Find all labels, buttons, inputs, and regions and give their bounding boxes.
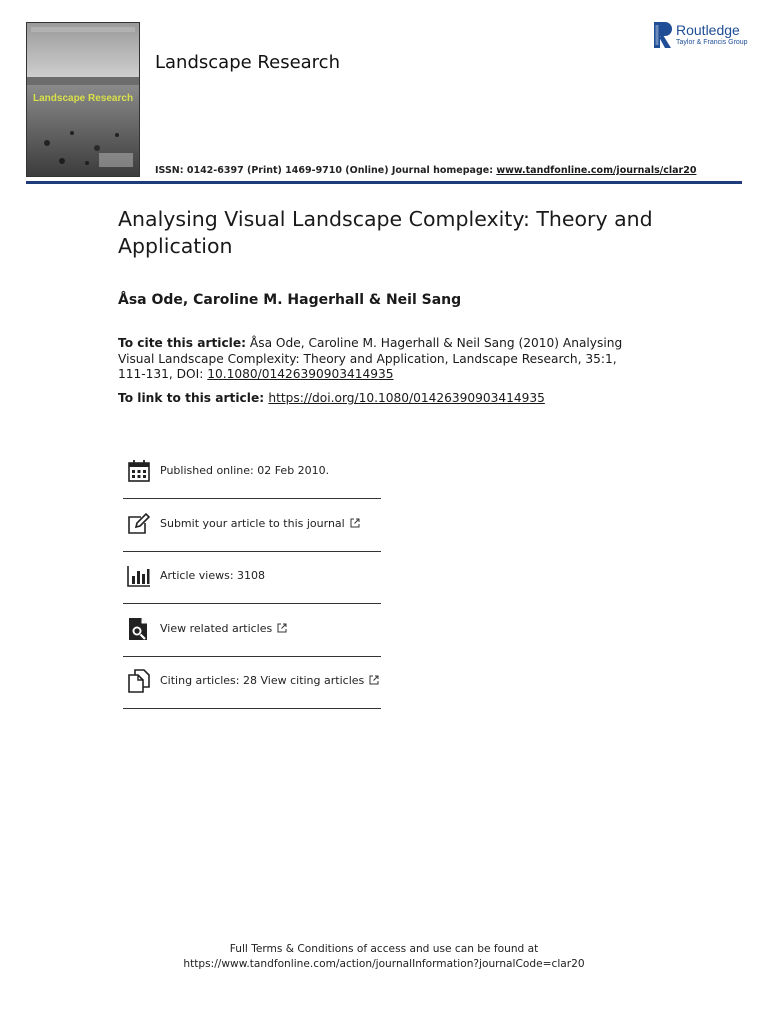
article-authors: Åsa Ode, Caroline M. Hagerhall & Neil Sang	[118, 292, 462, 308]
link-label: To link to this article:	[118, 391, 269, 405]
publisher-logo[interactable]	[652, 22, 752, 50]
published-online-row	[123, 447, 381, 499]
related-articles-row[interactable]	[123, 605, 381, 657]
document-search-icon	[127, 617, 151, 641]
citing-articles-text: Citing articles: 28 View citing articles	[160, 674, 365, 687]
issn-text: ISSN: 0142-6397 (Print) 1469-9710 (Online) Journal homepage:	[155, 165, 497, 176]
article-link-line	[118, 391, 545, 405]
article-title: Analysing Visual Landscape Complexity: Theory and Application	[118, 207, 653, 258]
footer-terms	[0, 942, 768, 972]
citing-documents-icon	[127, 669, 151, 693]
submit-article-row[interactable]	[123, 500, 381, 552]
edit-icon	[127, 512, 151, 536]
external-link-icon	[369, 675, 379, 685]
routledge-r-icon	[654, 22, 672, 48]
journal-title: Landscape Research	[155, 52, 340, 73]
cover-title: Landscape Research	[33, 93, 134, 104]
article-doi-link[interactable]: https://doi.org/10.1080/01426390903414935	[268, 391, 545, 405]
row-divider	[123, 708, 381, 709]
cite-text: Åsa Ode, Caroline M. Hagerhall & Neil Sang (2010) Analysing Visual Landscape Complexity: Theory and Application, Landscape Research, 35:1, 111-131, DOI:	[118, 336, 623, 381]
row-divider	[123, 603, 381, 604]
journal-homepage-link[interactable]: www.tandfonline.com/journals/clar20	[496, 165, 697, 176]
citing-articles-row[interactable]	[123, 657, 381, 709]
row-divider	[123, 498, 381, 499]
published-online-text: Published online: 02 Feb 2010.	[160, 464, 330, 477]
article-views-row	[123, 552, 381, 604]
issn-line	[155, 165, 696, 176]
header-divider	[26, 181, 742, 184]
citing-articles-link[interactable]	[160, 674, 379, 687]
submit-article-link[interactable]	[160, 517, 360, 530]
submit-article-text: Submit your article to this journal	[160, 517, 345, 530]
footer-line-1: Full Terms & Conditions of access and use can be found at	[229, 943, 539, 955]
related-articles-text: View related articles	[160, 622, 273, 635]
external-link-icon	[350, 518, 360, 528]
publisher-name: Routledge	[676, 22, 740, 38]
calendar-icon	[127, 459, 151, 483]
related-articles-link[interactable]	[160, 622, 287, 635]
cite-doi-link[interactable]: 10.1080/01426390903414935	[207, 367, 394, 381]
journal-cover-image	[26, 22, 140, 177]
article-views-text: Article views: 3108	[160, 569, 266, 582]
footer-terms-link[interactable]: https://www.tandfonline.com/action/journalInformation?journalCode=clar20	[183, 958, 585, 970]
bar-chart-icon	[127, 564, 151, 588]
cite-label: To cite this article:	[118, 336, 247, 350]
publisher-subtitle: Taylor & Francis Group	[676, 39, 748, 46]
external-link-icon	[277, 623, 287, 633]
citation-block	[118, 336, 638, 383]
